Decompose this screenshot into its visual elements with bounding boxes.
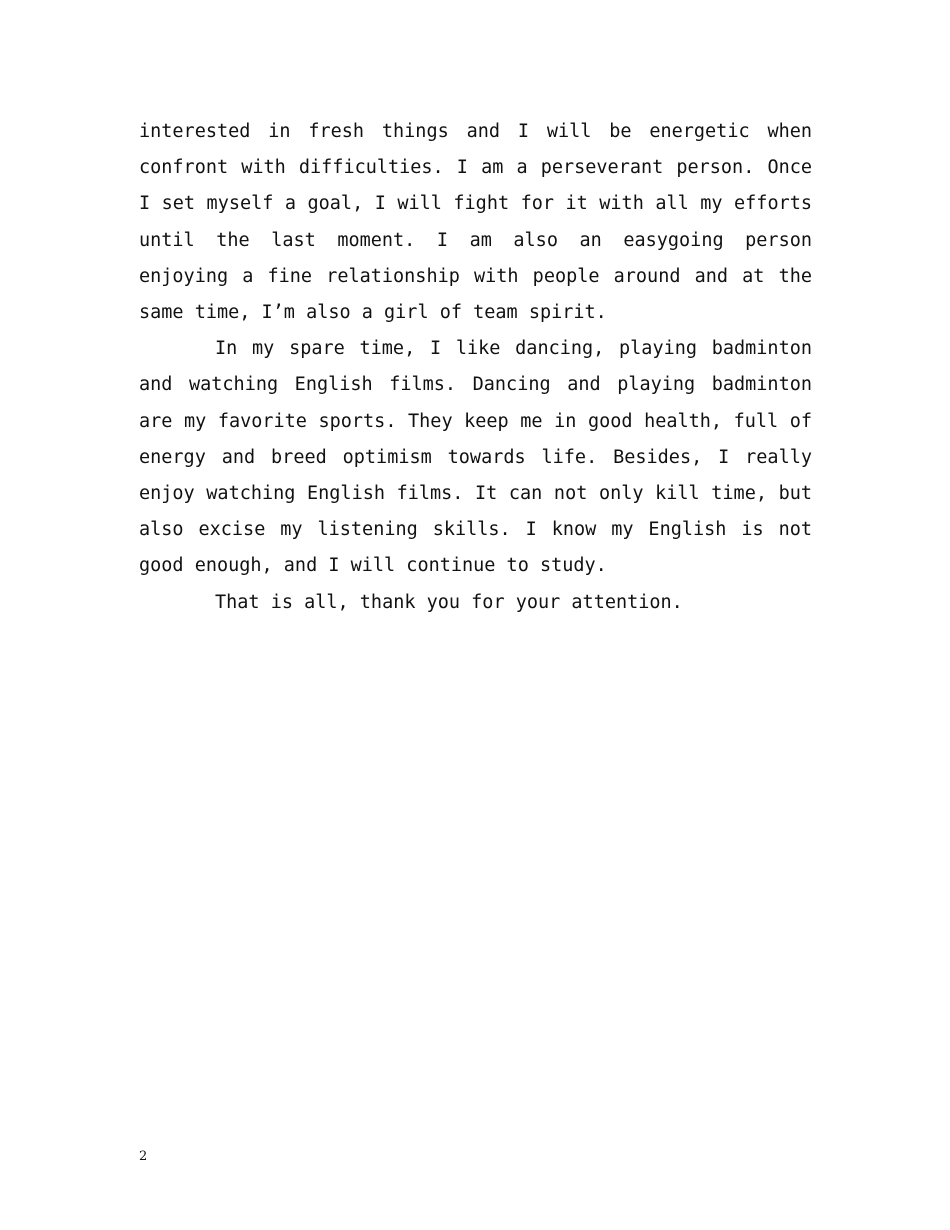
- document-body: [139, 114, 812, 621]
- page-number: 2: [139, 1149, 148, 1164]
- paragraph-continuation: interested in fresh things and I will be energetic when confront with difficulties. I am a perseverant person. Once I set myself a goal, I will fight for it with all my efforts until the last moment. I am also an easygoing person enjoying a fine relationship with people around and at the same time, I’m also a girl of team spirit.: [139, 121, 812, 324]
- paragraph-spare-time: In my spare time, I like dancing, playing badminton and watching English films. Dancing and playing badminton are my favorite sports. They keep me in good health, full of energy and breed optimism towards life. Besides, I really enjoy watching English films. It can not only kill time, but also excise my listening skills. I know my English is not good enough, and I will continue to study.: [139, 338, 812, 577]
- paragraph-closing: That is all, thank you for your attention.: [215, 591, 683, 613]
